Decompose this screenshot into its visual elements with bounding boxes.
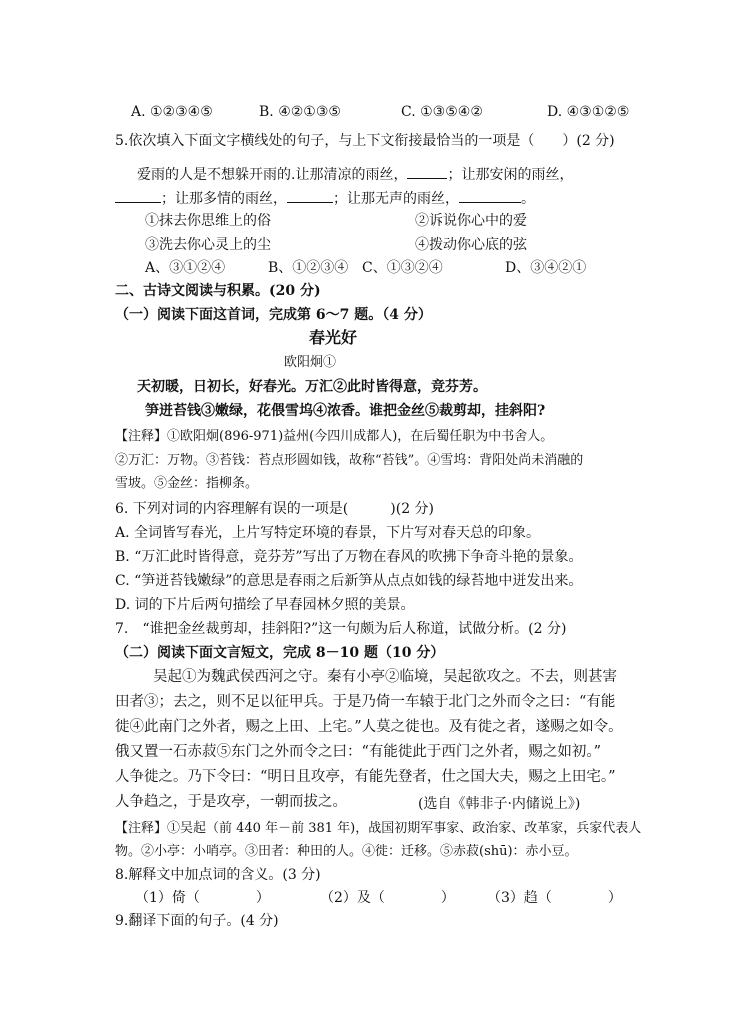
q6-option-d: D. 词的下片后两句描绘了早春园林夕照的美景。 [115, 597, 415, 613]
fill-blank [407, 164, 447, 179]
q8-stem: 8.解释文中加点词的含义。(3 分) [115, 867, 321, 883]
poem-note-1: 【注释】①欧阳炯(896-971)益州(今四川成都人)，在后蜀任职为中书舍人。 [115, 429, 554, 444]
q5-choice-2: ②诉说你心中的爱 [415, 213, 527, 229]
part2-title: （二）阅读下面文言短文，完成 8－10 题（10 分） [115, 645, 445, 661]
poem-note-2: ②万汇：万物。③苔钱：苔点形圆如钱，故称“苔钱”。④雪坞：背阳处尚未消融的 [115, 453, 584, 468]
q5-option-c: C、①③②④ [362, 260, 443, 276]
q5-choice-4: ④拨动你心底的弦 [415, 237, 527, 253]
q5-option-d: D、③④②① [505, 260, 587, 276]
prose-note-2: 物。②小亭：小哨亭。③田者：种田的人。④徙：迁移。⑤赤菽(shū)：赤小豆。 [115, 844, 578, 859]
q5-text-line2 [115, 188, 535, 208]
poem-line-2: 笋迸苔钱③嫩绿，花偎雪坞④浓香。谁把金丝⑤裁剪却，挂斜阳? [145, 403, 546, 419]
q8-item-1: （1）倚（ ） [135, 890, 270, 906]
q5-stem: 5.依次填入下面文字横线处的句子，与上下文衔接最恰当的一项是（ ）(2 分) [115, 133, 615, 149]
prose-source: (选自《韩非子·内储说上》) [418, 796, 581, 812]
poem-note-3: 雪坡。⑤金丝：指柳条。 [115, 476, 259, 491]
q5-text-part: ；让那多情的雨丝， [161, 191, 287, 207]
poem-author: 欧阳炯① [284, 355, 337, 370]
q8-item-2: （2）及（ ） [320, 890, 455, 906]
q5-text-part: 爱雨的人是不想躲开雨的.让那清凉的雨丝， [137, 167, 408, 183]
q4-option-d: D. ④③①②⑤ [547, 104, 630, 120]
prose-line-2: 田者③；去之，则不足以征甲兵。于是乃倚一车辕于北门之外而令之曰：“有能 [115, 694, 616, 710]
q5-choice-1: ①抹去你思维上的俗 [145, 213, 271, 229]
q4-option-a: A. ①②③④⑤ [131, 104, 213, 120]
q5-text-part: 。 [521, 191, 535, 207]
q4-option-b: B. ④②①③⑤ [259, 104, 341, 120]
q9-stem: 9.翻译下面的句子。(4 分) [115, 913, 279, 929]
q5-text-line1 [137, 164, 573, 184]
q5-text-part: ；让那安闲的雨丝， [447, 167, 574, 183]
q5-text-part: ；让那无声的雨丝， [333, 191, 459, 207]
q6-option-a: A. 全词皆写春光，上片写特定环境的春景，下片写对春天总的印象。 [115, 525, 541, 541]
q5-option-b: B、①②③④ [268, 260, 349, 276]
section2-title: 二、古诗文阅读与积累。(20 分) [115, 283, 321, 299]
poem-title: 春光好 [309, 328, 358, 347]
q7-stem: 7. “谁把金丝裁剪却，挂斜阳?”这一句颇为后人称道，试做分析。(2 分) [115, 621, 567, 637]
q5-choice-3: ③洗去你心灵上的尘 [145, 237, 271, 253]
prose-line-3: 徙④此南门之外者，赐之上田、上宅。”人莫之徙也。及有徙之者，遂赐之如令。 [115, 719, 623, 735]
q6-option-c: C. “笋迸苔钱嫩绿”的意思是春雨之后新笋从点点如钱的绿苔地中迸发出来。 [115, 573, 583, 589]
q6-stem: 6. 下列对词的内容理解有误的一项是( )(2 分) [115, 501, 435, 517]
q5-option-a: A、③①②④ [145, 260, 226, 276]
prose-line-6: 人争趋之，于是攻亭，一朝而拔之。 [115, 794, 347, 810]
poem-line-1: 天初暖，日初长，好春光。万汇②此时皆得意，竞芬芳。 [137, 379, 487, 395]
q4-option-c: C. ①③⑤④② [401, 104, 483, 120]
prose-line-1: 吴起①为魏武侯西河之守。秦有小亭②临境，吴起欲攻之。不去，则甚害 [153, 669, 617, 685]
fill-blank [287, 188, 333, 203]
q8-item-3: （3）趋（ ） [487, 890, 622, 906]
fill-blank [115, 188, 161, 203]
fill-blank [459, 188, 521, 203]
part1-title: （一）阅读下面这首词，完成第 6～7 题。（4 分） [115, 307, 432, 323]
prose-note-1: 【注释】①吴起（前 440 年－前 381 年)，战国初期军事家、政治家、改革家，兵家代表人 [115, 821, 642, 836]
prose-line-4: 俄又置一石赤菽⑤东门之外而令之曰：“有能徙此于西门之外者，赐之如初。” [115, 744, 602, 760]
prose-line-5: 人争徙之。乃下令曰：“明日且攻亭，有能先登者，仕之国大夫，赐之上田宅。” [115, 769, 616, 785]
q6-option-b: B. “万汇此时皆得意，竞芬芳”写出了万物在春风的吹拂下争奇斗艳的景象。 [115, 549, 583, 565]
